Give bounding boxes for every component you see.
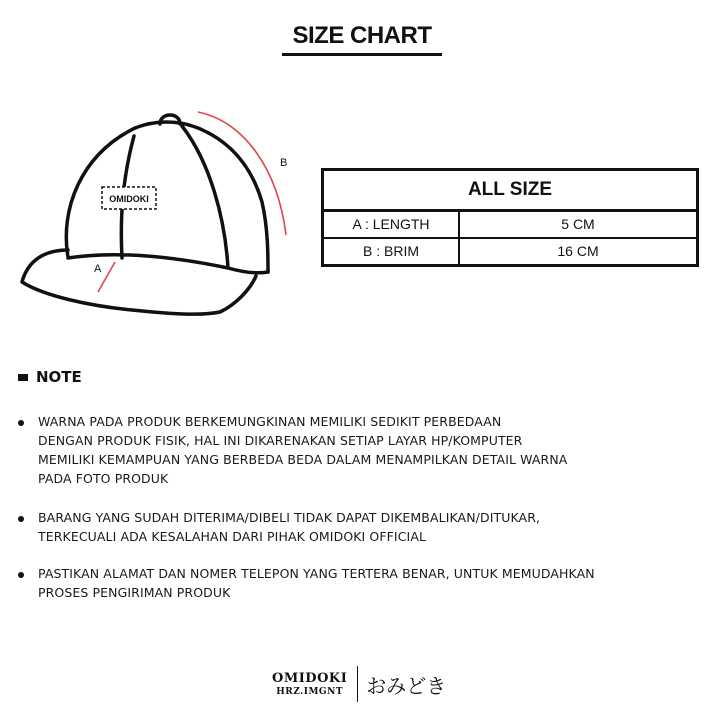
- brand-subtitle: HRZ.IMGNT: [276, 687, 344, 697]
- note-item: [18, 508, 718, 546]
- cap-illustration: [10, 100, 310, 330]
- note-item: [18, 412, 718, 488]
- size-table: [321, 168, 699, 267]
- bullet-icon: [18, 420, 24, 426]
- measure-line-b: [198, 112, 286, 235]
- note-heading-label: NOTE: [36, 368, 82, 386]
- note-item: [18, 564, 718, 602]
- bullet-icon: [18, 516, 24, 522]
- cap-crown: [66, 122, 268, 272]
- size-label: A : LENGTH: [324, 212, 460, 237]
- page-title: SIZE CHART: [282, 22, 442, 56]
- size-table-header: ALL SIZE: [324, 171, 696, 212]
- square-bullet-icon: [18, 374, 28, 381]
- bullet-icon: [18, 572, 24, 578]
- size-row-brim: [324, 237, 696, 264]
- measure-label-a: A: [94, 263, 102, 275]
- cap-tag-text: OMIDOKI: [109, 194, 149, 204]
- size-value: 16 CM: [557, 243, 599, 259]
- note-text: BARANG YANG SUDAH DITERIMA/DIBELI TIDAK DAPAT DIKEMBALIKAN/DITUKAR, TERKECUALI ADA KESALAHAN DARI PIHAK OMIDOKI OFFICIAL: [38, 510, 541, 544]
- footer-divider: [357, 666, 358, 702]
- footer-logo: [272, 664, 446, 704]
- brand-name: OMIDOKI: [272, 671, 348, 686]
- size-label: B : BRIM: [324, 239, 460, 264]
- cap-brim: [22, 250, 256, 314]
- measure-label-b: B: [280, 157, 288, 169]
- size-value: 5 CM: [561, 216, 595, 232]
- note-text: PASTIKAN ALAMAT DAN NOMER TELEPON YANG TERTERA BENAR, UNTUK MEMUDAHKAN PROSES PENGIRIMAN PRODUK: [38, 566, 595, 600]
- brand-logo: [272, 671, 347, 697]
- cap-seam-side: [182, 126, 228, 268]
- note-heading: [18, 368, 82, 386]
- brand-japanese: おみどき: [366, 673, 447, 698]
- note-text: WARNA PADA PRODUK BERKEMUNGKINAN MEMILIKI SEDIKIT PERBEDAAN DENGAN PRODUK FISIK, HAL INI DIKARENAKAN SETIAP LAYAR HP/KOMPUTER MEMILIKI KEMAMPUAN YANG BERBEDA BEDA DALAM MENAMPILKAN DETAIL WARNA PADA FOTO PRODUK: [38, 414, 568, 486]
- size-row-length: [324, 212, 696, 237]
